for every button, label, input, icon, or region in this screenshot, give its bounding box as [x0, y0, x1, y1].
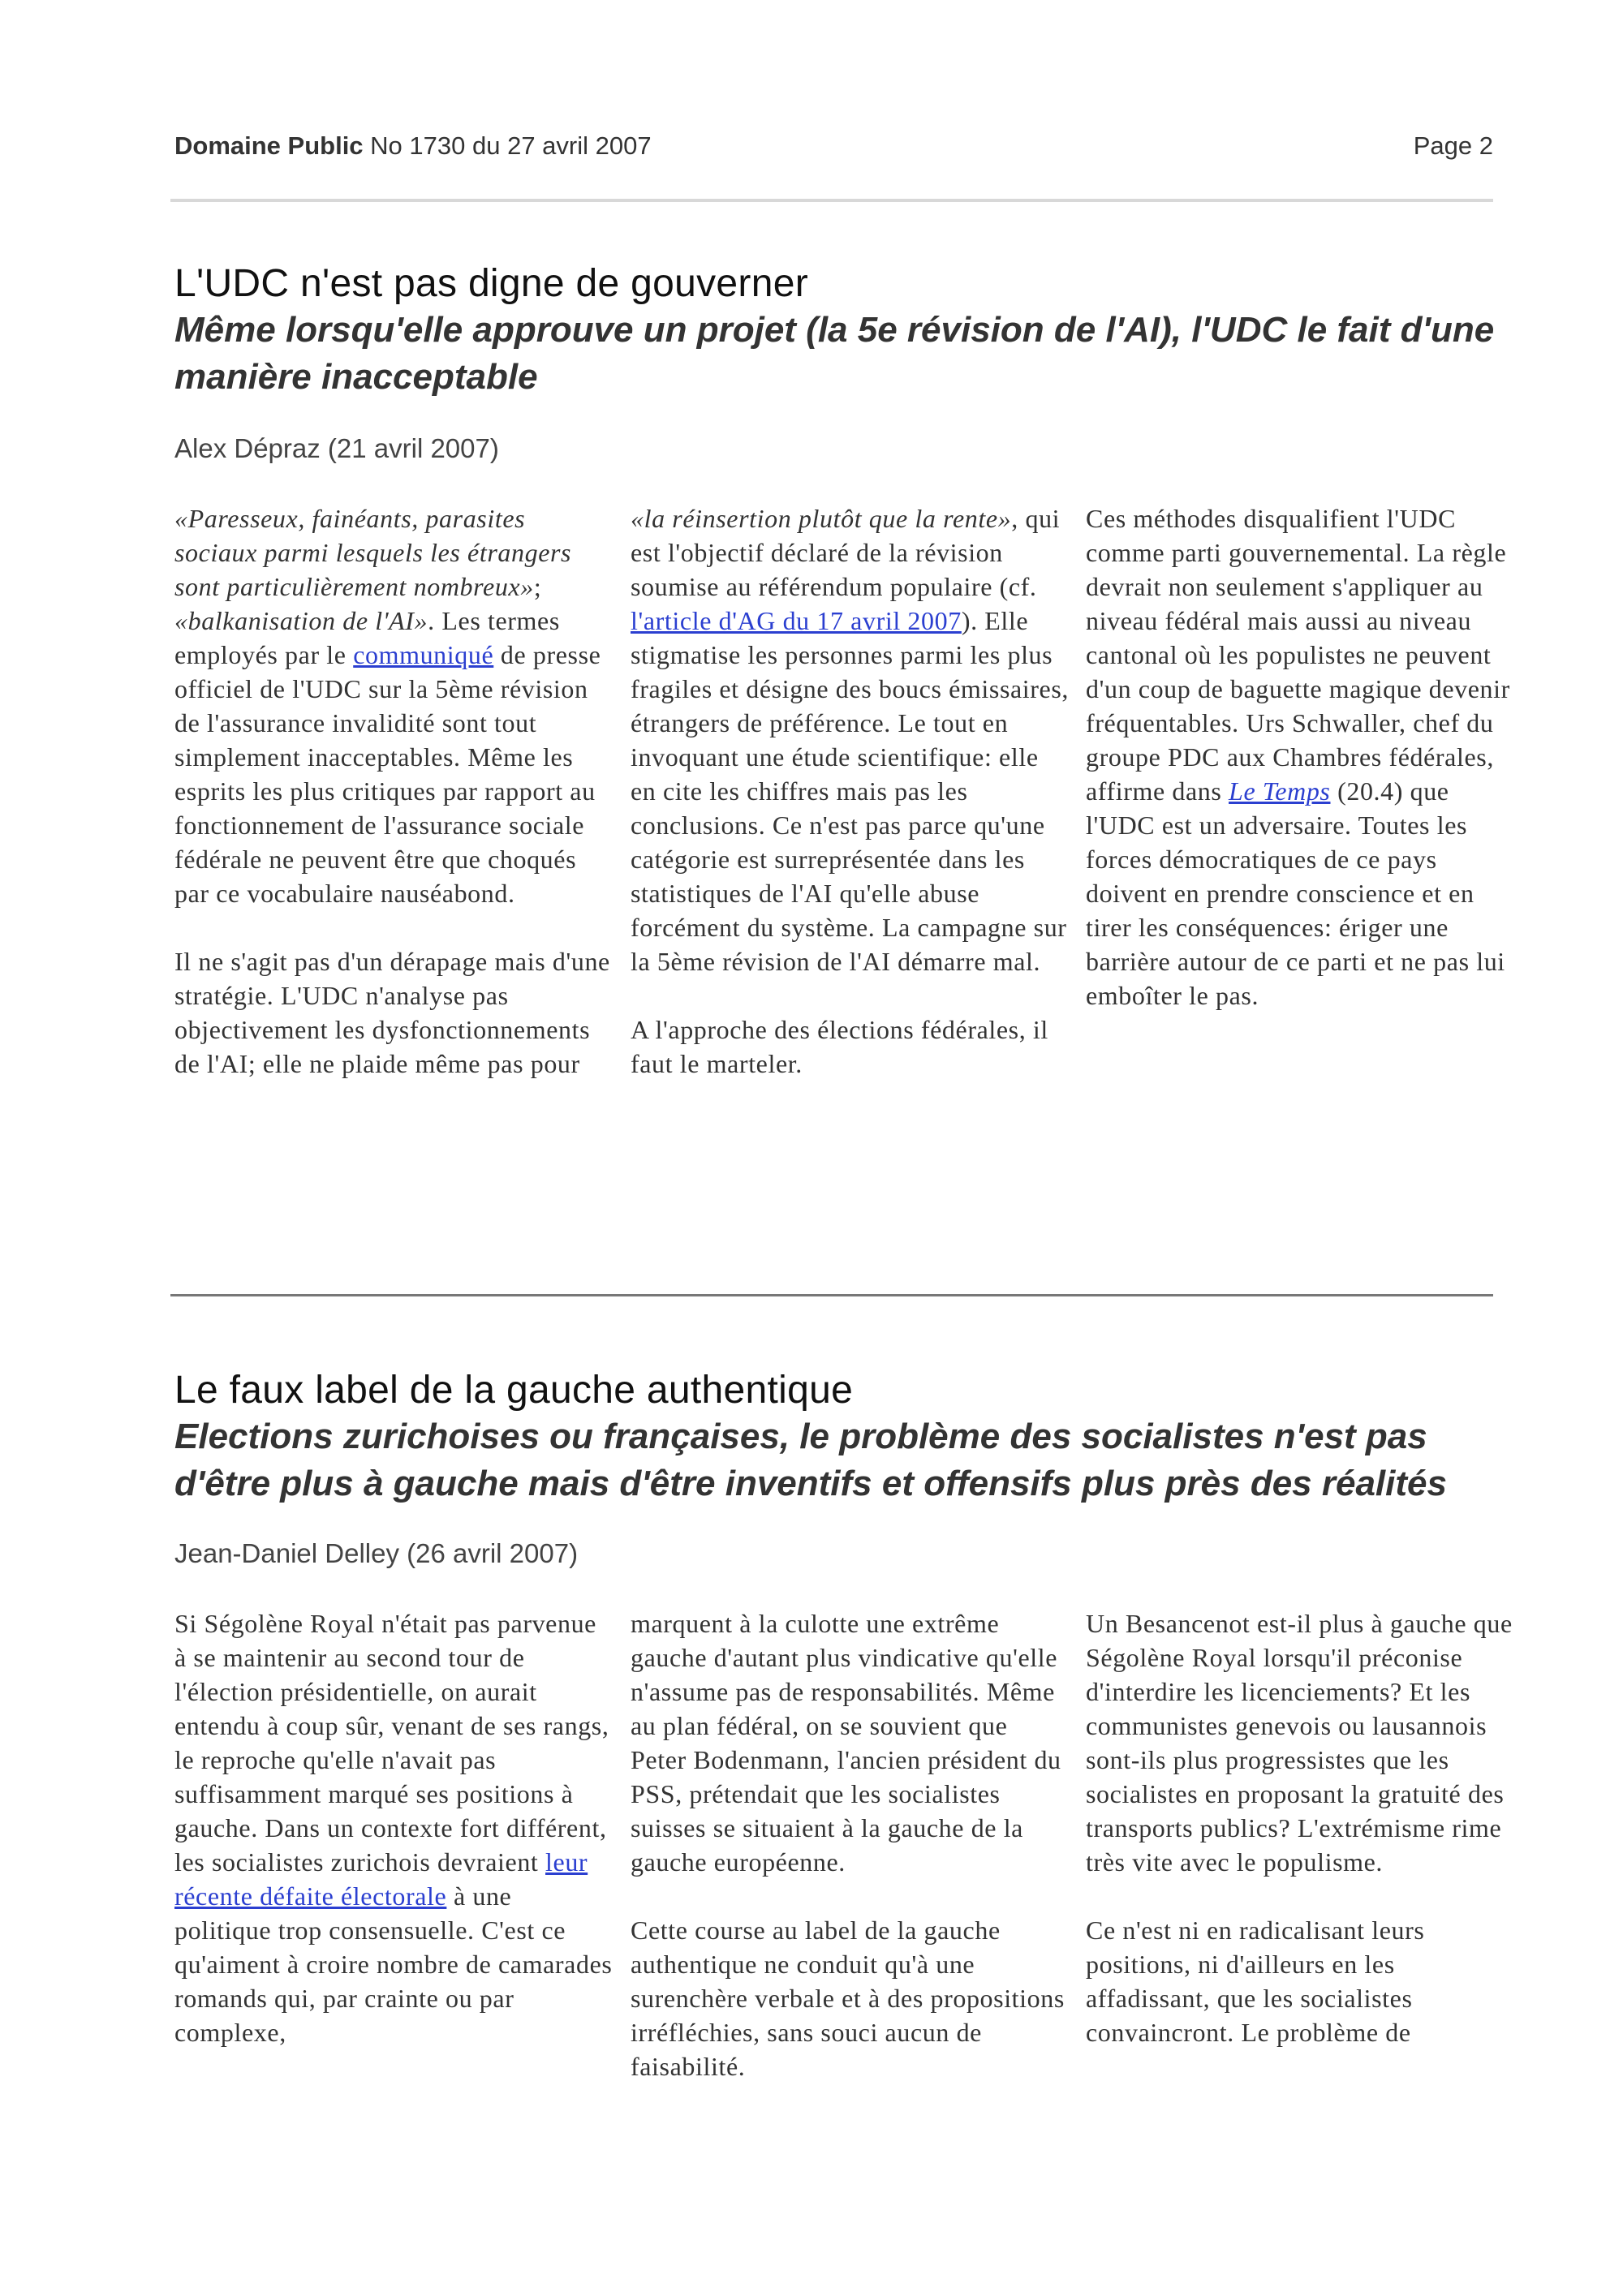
article-ag-link[interactable]: l'article d'AG du 17 avril 2007 — [631, 606, 962, 635]
page-number: Page 2 — [1413, 131, 1493, 160]
paragraph — [631, 501, 1069, 978]
text-run: Si Ségolène Royal n'était pas parvenue à se maintenir au second tour de l'élection présidentielle, on aurait entendu à coup sûr, venant de ses rangs, le reproche qu'elle n'avait pas suffisamment marqué ses positions à gauche. Dans un contexte fort différent, les socialistes zurichois devraient — [174, 1609, 609, 1877]
article1-title: L'UDC n'est pas digne de gouverner — [174, 262, 808, 305]
paragraph: Il ne s'agit pas d'un dérapage mais d'une stratégie. L'UDC n'analyse pas objectivement les dysfonctionnements de l'AI; elle ne plaide même pas pour — [174, 947, 610, 1078]
paragraph: marquent à la culotte une extrême gauche d'autant plus vindicative qu'elle n'assume pas de responsabilités. Même au plan fédéral, on se souvient que Peter Bodenmann, l'ancien président du PSS, prétendait que les socialistes suisses se situaient à la gauche de la gauche européenne. — [631, 1609, 1061, 1877]
text-run: Ces méthodes disqualifient l'UDC comme parti gouvernemental. La règle devrait non seulement s'appliquer au niveau fédéral mais aussi au niveau cantonal où les populistes ne peuvent d'un coup de baguette magique devenir fréquentables. Urs Schwaller, chef du groupe PDC aux Chambres fédérales, affirme dans — [1086, 504, 1510, 806]
text-run: de presse officiel de l'UDC sur la 5ème révision de l'assurance invalidité sont tout simplement inacceptables. Même les esprits les plus critiques par rapport au fonctionnement de l'assurance sociale fédérale ne peuvent être que choqués par ce vocabulaire nauséabond. — [174, 640, 601, 908]
paragraph: A l'approche des élections fédérales, il faut le marteler. — [631, 1015, 1048, 1078]
article2-subtitle: Elections zurichoises ou françaises, le problème des socialistes n'est pas d'être plus à gauche mais d'être inventifs et offensifs plus près des réalités — [174, 1417, 1447, 1503]
paragraph — [1086, 501, 1524, 1013]
text-run: ). Elle stigmatise les personnes parmi les plus fragiles et désigne des boucs émissaires, étrangers de préférence. Le tout en invoquant une étude scientifique: elle en cite les chiffres mais pas les conclusions. Ce n'est pas parce qu'une catégorie est surreprésentée dans les statistiques de l'AI qu'elle abuse forcément du système. La campagne sur la 5ème révision de l'AI démarre mal. — [631, 606, 1070, 976]
text-run: , qui est l'objectif déclaré de la révision soumise au référendum populaire (cf. — [631, 504, 1061, 601]
paragraph — [174, 501, 613, 910]
paragraph: Cette course au label de la gauche authentique ne conduit qu'à une surenchère verbale et à des propositions irréfléchies, sans souci aucun de faisabilité. — [631, 1915, 1065, 2081]
article1-column-3 — [1086, 501, 1524, 1013]
header-divider — [170, 199, 1493, 202]
le-temps-link[interactable]: Le Temps — [1229, 776, 1331, 806]
article1-subtitle: Même lorsqu'elle approuve un projet (la 5e révision de l'AI), l'UDC le fait d'une manière inacceptable — [174, 310, 1495, 397]
text-run: (20.4) que l'UDC est un adversaire. Toutes les forces démocratiques de ce pays doivent en prendre conscience et en tirer les conséquences: ériger une barrière autour de ce parti et ne pas lui emboîter le pas. — [1086, 776, 1505, 1010]
text-run: à une politique trop consensuelle. C'est ce qu'aiment à croire nombre de camarades romands qui, par crainte ou par complexe, — [174, 1881, 613, 2047]
communique-link[interactable]: communiqué — [353, 640, 494, 669]
article-divider — [170, 1294, 1493, 1296]
article1-byline: Alex Dépraz (21 avril 2007) — [174, 433, 499, 463]
article2-column-3 — [1086, 1606, 1524, 2049]
article2-column-2 — [631, 1606, 1069, 2083]
paragraph: Un Besancenot est-il plus à gauche que Ségolène Royal lorsqu'il préconise d'interdire les licenciements? Et les communistes genevois ou lausannois sont-ils plus progressistes que les socialistes en proposant la gratuité des transports publics? L'extrémisme rime très vite avec le populisme. — [1086, 1609, 1513, 1877]
issue-info: No 1730 du 27 avril 2007 — [370, 131, 652, 160]
article1-column-1 — [174, 501, 613, 1081]
paragraph — [174, 1606, 613, 2049]
text-run: ; — [533, 572, 542, 601]
defaite-electorale-link[interactable]: leur récente défaite électorale — [174, 1847, 588, 1911]
quote: «la réinsertion plutôt que la rente» — [631, 504, 1012, 533]
article1-column-2 — [631, 501, 1069, 1081]
text-run: . Les termes employés par le — [174, 606, 560, 669]
publication-name: Domaine Public — [174, 131, 364, 160]
article2-title: Le faux label de la gauche authentique — [174, 1369, 854, 1412]
paragraph: Ce n'est ni en radicalisant leurs positions, ni d'ailleurs en les affadissant, que les socialistes convaincront. Le problème de — [1086, 1915, 1425, 2047]
quote: «balkanisation de l'AI» — [174, 606, 428, 635]
article2-column-1 — [174, 1606, 613, 2049]
article2-byline: Jean-Daniel Delley (26 avril 2007) — [174, 1538, 579, 1568]
quote: «Paresseux, fainéants, parasites sociaux parmi lesquels les étrangers sont particulièrement nombreux» — [174, 504, 572, 601]
page-header — [174, 131, 1493, 172]
